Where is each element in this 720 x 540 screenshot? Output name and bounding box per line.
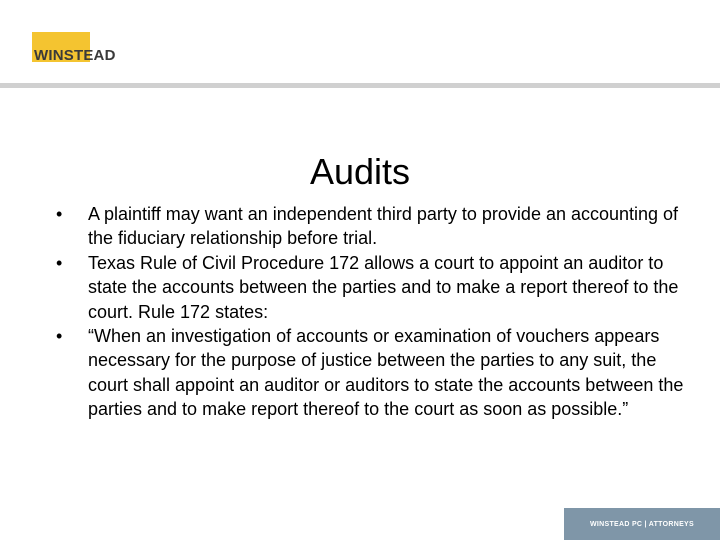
winstead-logo [32,32,142,64]
bullet-marker: • [56,326,63,347]
footer-label: WINSTEAD PC | ATTORNEYS [589,520,694,528]
bullet-marker: • [56,204,63,224]
logo-text: WINSTEAD [34,47,116,64]
bullet-item [56,324,686,422]
bullet-list [56,202,686,422]
bullet-text: Texas Rule of Civil Procedure 172 allows a court to appoint an auditor to state the accounts between the parties and to make a report thereof to the court. Rule 172 states: [88,252,679,322]
slide-title: Audits [309,151,411,193]
header-divider [0,83,720,88]
bullet-item [56,251,686,324]
bullet-text: “When an investigation of accounts or examination of vouchers appears necessary for the purpose of justice between the parties to any suit, the court shall appoint an auditor or auditors to state the accounts between the parties and to make report thereof to the court as soon as possible.” [88,326,684,420]
bullet-marker: • [56,252,63,273]
footer-bar [564,508,720,540]
bullet-text: A plaintiff may want an independent third party to provide an accounting of the fiduciary relationship before trial. [88,204,679,249]
bullet-item [56,202,686,251]
